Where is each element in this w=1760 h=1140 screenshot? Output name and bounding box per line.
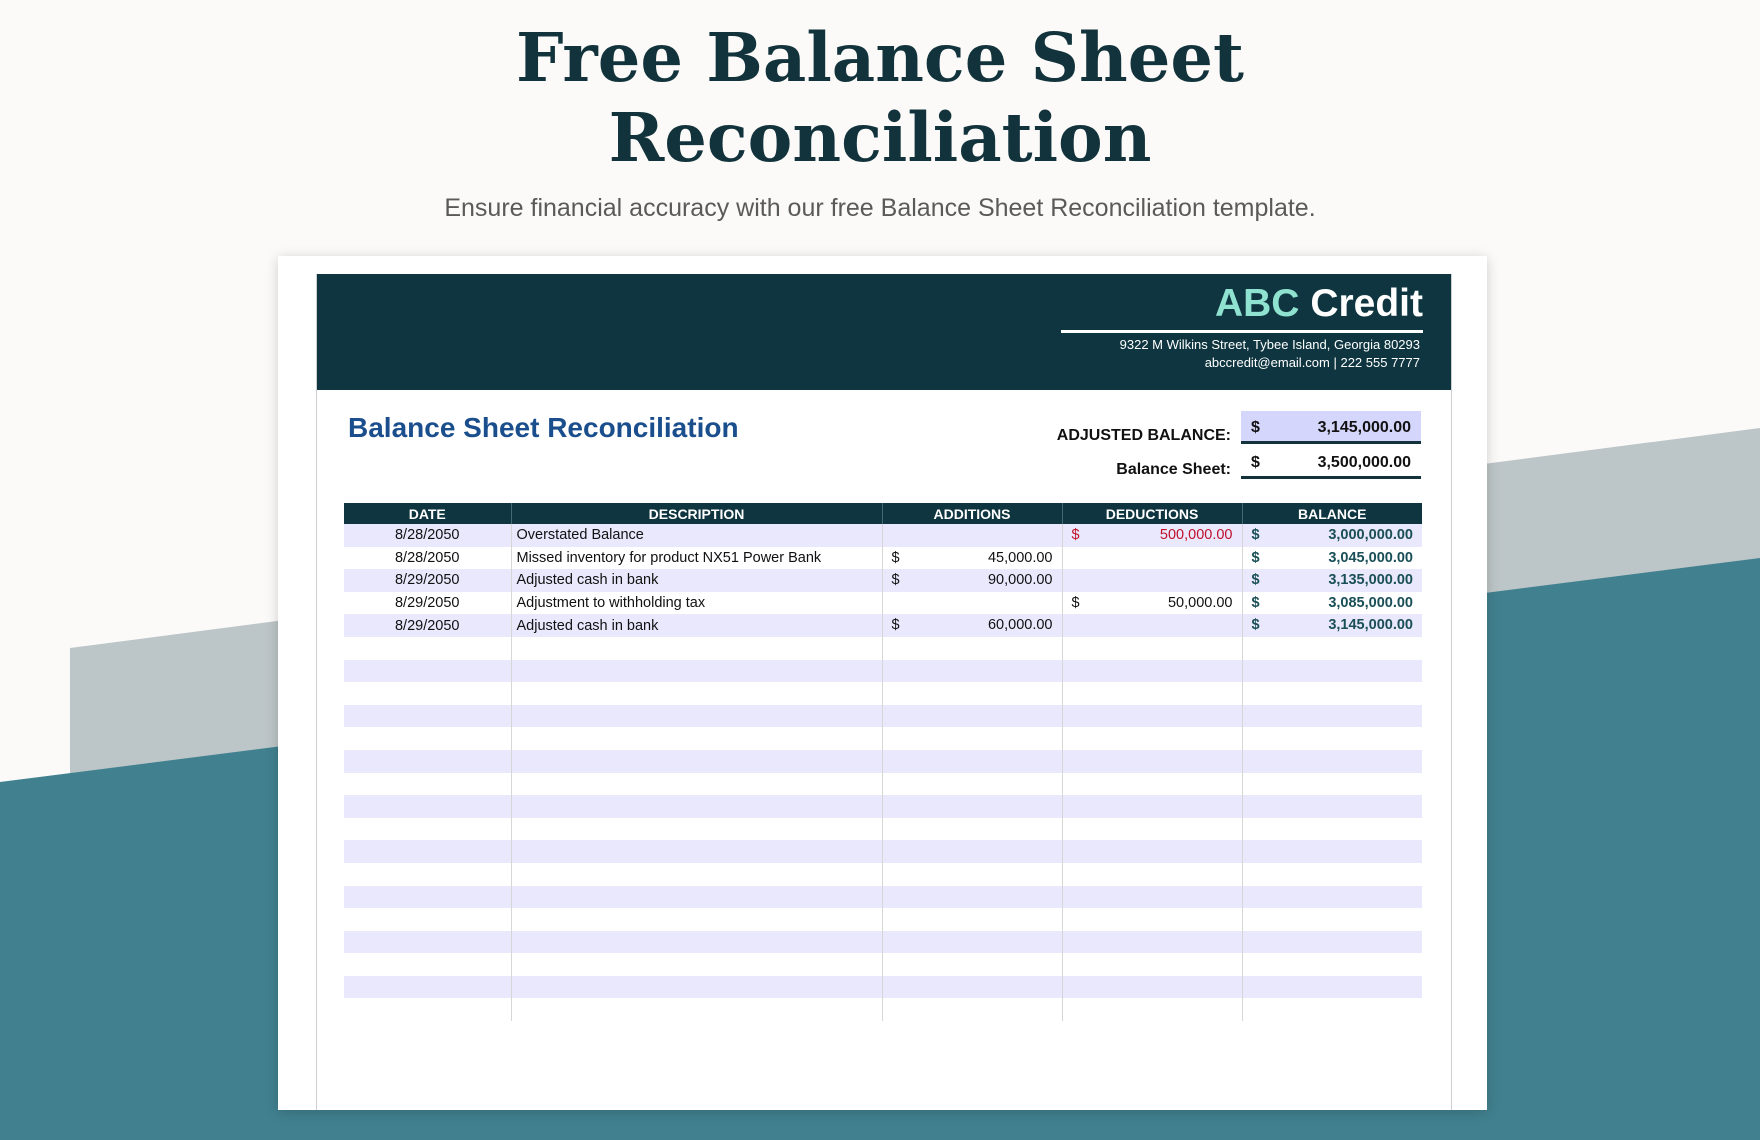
balance-sheet-label: Balance Sheet: <box>1116 461 1231 478</box>
addition-currency: $ <box>891 549 900 566</box>
cell-addition[interactable] <box>882 592 1062 615</box>
adjusted-balance-label: ADJUSTED BALANCE: <box>1056 427 1231 444</box>
cell-balance[interactable] <box>1242 614 1422 637</box>
cell-deduction[interactable] <box>1062 705 1242 728</box>
table-row <box>344 818 1422 841</box>
page-subtitle: Ensure financial accuracy with our free Balance Sheet Reconciliation template. <box>444 194 1316 222</box>
cell-description[interactable] <box>511 660 882 683</box>
cell-deduction[interactable] <box>1062 569 1242 592</box>
table-row <box>344 614 1422 637</box>
cell-addition[interactable] <box>882 660 1062 683</box>
table-row <box>344 886 1422 909</box>
cell-date[interactable] <box>344 908 511 931</box>
company-name <box>1215 282 1423 326</box>
cell-description[interactable] <box>511 953 882 976</box>
cell-balance[interactable] <box>1242 908 1422 931</box>
balance-currency: $ <box>1251 617 1260 634</box>
cell-date[interactable] <box>344 727 511 750</box>
cell-balance[interactable] <box>1242 773 1422 796</box>
cell-addition[interactable] <box>882 840 1062 863</box>
page-title-line-1: Free Balance Sheet <box>516 18 1244 97</box>
cell-deduction[interactable] <box>1062 773 1242 796</box>
balance-amount: 3,135,000.00 <box>1328 572 1413 589</box>
addition-amount: 90,000.00 <box>987 572 1053 589</box>
cell-balance[interactable] <box>1242 727 1422 750</box>
cell-date[interactable] <box>344 682 511 705</box>
table-row <box>344 524 1422 547</box>
cell-addition[interactable] <box>882 750 1062 773</box>
cell-addition[interactable] <box>882 795 1062 818</box>
addition-currency: $ <box>891 617 900 634</box>
cell-date[interactable] <box>344 773 511 796</box>
cell-balance[interactable] <box>1242 660 1422 683</box>
cell-description[interactable] <box>511 795 882 818</box>
table-row <box>344 547 1422 570</box>
cell-description[interactable] <box>511 863 882 886</box>
cell-balance[interactable] <box>1242 569 1422 592</box>
cell-balance[interactable] <box>1242 931 1422 954</box>
cell-addition[interactable] <box>882 863 1062 886</box>
cell-date[interactable]: 8/28/2050 <box>344 524 511 547</box>
cell-deduction[interactable] <box>1062 840 1242 863</box>
balance-sheet-currency: $ <box>1251 454 1260 471</box>
table-row <box>344 569 1422 592</box>
company-contact: abccredit@email.com | 222 555 7777 <box>1204 355 1420 370</box>
cell-addition[interactable] <box>882 614 1062 637</box>
table-body <box>344 524 1422 1021</box>
table-row <box>344 908 1422 931</box>
cell-description[interactable] <box>511 886 882 909</box>
cell-balance[interactable] <box>1242 524 1422 547</box>
cell-description[interactable] <box>511 840 882 863</box>
cell-description[interactable] <box>511 705 882 728</box>
cell-date[interactable] <box>344 818 511 841</box>
cell-addition[interactable] <box>882 524 1062 547</box>
balance-amount: 3,000,000.00 <box>1328 527 1413 543</box>
table-row <box>344 998 1422 1021</box>
cell-date[interactable]: 8/28/2050 <box>344 547 511 570</box>
cell-addition[interactable] <box>882 682 1062 705</box>
table-row <box>344 795 1422 818</box>
cell-addition[interactable] <box>882 931 1062 954</box>
cell-date[interactable] <box>344 998 511 1021</box>
cell-addition[interactable] <box>882 976 1062 999</box>
cell-balance[interactable] <box>1242 953 1422 976</box>
cell-deduction[interactable] <box>1062 637 1242 660</box>
cell-date[interactable]: 8/29/2050 <box>344 592 511 615</box>
cell-balance[interactable] <box>1242 750 1422 773</box>
cell-addition[interactable] <box>882 773 1062 796</box>
balance-amount: 3,085,000.00 <box>1328 594 1413 611</box>
cell-balance[interactable] <box>1242 886 1422 909</box>
cell-date[interactable]: 8/29/2050 <box>344 569 511 592</box>
cell-deduction[interactable] <box>1062 818 1242 841</box>
table-row <box>344 727 1422 750</box>
table-row <box>344 682 1422 705</box>
table-row <box>344 637 1422 660</box>
cell-date[interactable] <box>344 660 511 683</box>
column-header-deductions[interactable]: DEDUCTIONS <box>1062 503 1242 524</box>
cell-balance[interactable] <box>1242 795 1422 818</box>
cell-deduction[interactable] <box>1062 682 1242 705</box>
cell-balance[interactable] <box>1242 863 1422 886</box>
column-header-date[interactable]: DATE <box>344 503 511 524</box>
addition-amount: 45,000.00 <box>987 549 1053 566</box>
balance-sheet-value: 3,500,000.00 <box>1317 454 1411 471</box>
cell-deduction[interactable] <box>1062 998 1242 1021</box>
cell-balance[interactable] <box>1242 705 1422 728</box>
cell-addition[interactable] <box>882 705 1062 728</box>
table-row <box>344 773 1422 796</box>
cell-balance[interactable] <box>1242 818 1422 841</box>
cell-balance[interactable] <box>1242 976 1422 999</box>
cell-description[interactable]: Overstated Balance <box>511 524 882 547</box>
cell-date[interactable]: 8/29/2050 <box>344 614 511 637</box>
addition-currency: $ <box>891 572 900 589</box>
balance-currency: $ <box>1251 549 1260 566</box>
cell-addition[interactable] <box>882 727 1062 750</box>
table-header-row <box>344 503 1422 524</box>
cell-deduction[interactable] <box>1062 953 1242 976</box>
column-header-balance[interactable]: BALANCE <box>1242 503 1422 524</box>
cell-deduction[interactable] <box>1062 660 1242 683</box>
table-row <box>344 750 1422 773</box>
cell-description[interactable] <box>511 682 882 705</box>
balance-sheet-cell[interactable] <box>1241 446 1421 479</box>
cell-date[interactable] <box>344 637 511 660</box>
cell-deduction[interactable] <box>1062 795 1242 818</box>
cell-addition[interactable] <box>882 886 1062 909</box>
sheet-title: Balance Sheet Reconciliation <box>348 412 739 443</box>
page-title <box>0 18 1760 178</box>
table-row <box>344 863 1422 886</box>
cell-description[interactable] <box>511 750 882 773</box>
cell-addition[interactable] <box>882 569 1062 592</box>
deduction-amount: 500,000.00 <box>1159 527 1233 543</box>
company-name-part-2: Credit <box>1310 282 1423 325</box>
table-row <box>344 931 1422 954</box>
addition-amount: 60,000.00 <box>987 617 1053 634</box>
deduction-amount: 50,000.00 <box>1167 594 1233 611</box>
cell-description[interactable]: Adjusted cash in bank <box>511 614 882 637</box>
cell-date[interactable] <box>344 750 511 773</box>
column-header-additions[interactable]: ADDITIONS <box>882 503 1062 524</box>
cell-addition[interactable] <box>882 547 1062 570</box>
cell-balance[interactable] <box>1242 840 1422 863</box>
cell-addition[interactable] <box>882 998 1062 1021</box>
adjusted-balance-value: 3,145,000.00 <box>1317 419 1411 436</box>
balance-currency: $ <box>1251 527 1260 543</box>
cell-description[interactable] <box>511 727 882 750</box>
cell-date[interactable] <box>344 931 511 954</box>
company-name-underline <box>1061 330 1423 333</box>
cell-deduction[interactable] <box>1062 863 1242 886</box>
cell-deduction[interactable] <box>1062 727 1242 750</box>
template-preview-card <box>278 256 1487 1110</box>
cell-deduction[interactable] <box>1062 547 1242 570</box>
adjusted-balance-currency: $ <box>1251 419 1260 436</box>
balance-amount: 3,145,000.00 <box>1328 617 1413 634</box>
cell-deduction[interactable] <box>1062 886 1242 909</box>
cell-date[interactable] <box>344 863 511 886</box>
table-row <box>344 840 1422 863</box>
cell-addition[interactable] <box>882 908 1062 931</box>
cell-date[interactable] <box>344 705 511 728</box>
cell-balance[interactable] <box>1242 637 1422 660</box>
balance-currency: $ <box>1251 572 1260 589</box>
cell-description[interactable]: Adjusted cash in bank <box>511 569 882 592</box>
cell-deduction[interactable] <box>1062 592 1242 615</box>
adjusted-balance-cell[interactable] <box>1241 411 1421 444</box>
cell-description[interactable] <box>511 976 882 999</box>
cell-description[interactable] <box>511 818 882 841</box>
deduction-currency: $ <box>1071 594 1080 611</box>
cell-deduction[interactable] <box>1062 931 1242 954</box>
table-row <box>344 953 1422 976</box>
cell-balance[interactable] <box>1242 592 1422 615</box>
cell-deduction[interactable] <box>1062 524 1242 547</box>
company-address: 9322 M Wilkins Street, Tybee Island, Georgia 80293 <box>1119 337 1420 352</box>
spreadsheet-sheet <box>316 274 1452 1110</box>
cell-date[interactable] <box>344 976 511 999</box>
table-row <box>344 660 1422 683</box>
cell-deduction[interactable] <box>1062 750 1242 773</box>
table-row <box>344 976 1422 999</box>
reconciliation-table <box>344 503 1422 1021</box>
cell-deduction[interactable] <box>1062 614 1242 637</box>
cell-balance[interactable] <box>1242 998 1422 1021</box>
column-header-description[interactable]: DESCRIPTION <box>511 503 882 524</box>
company-name-part-1: ABC <box>1214 282 1300 325</box>
cell-date[interactable] <box>344 795 511 818</box>
cell-balance[interactable] <box>1242 547 1422 570</box>
balance-currency: $ <box>1251 594 1260 611</box>
cell-description[interactable] <box>511 908 882 931</box>
cell-deduction[interactable] <box>1062 908 1242 931</box>
cell-balance[interactable] <box>1242 682 1422 705</box>
cell-date[interactable] <box>344 840 511 863</box>
cell-addition[interactable] <box>882 637 1062 660</box>
cell-date[interactable] <box>344 953 511 976</box>
cell-description[interactable]: Adjustment to withholding tax <box>511 592 882 615</box>
cell-addition[interactable] <box>882 953 1062 976</box>
cell-description[interactable] <box>511 931 882 954</box>
cell-description[interactable] <box>511 773 882 796</box>
table-row <box>344 705 1422 728</box>
balance-amount: 3,045,000.00 <box>1328 549 1413 566</box>
company-header <box>317 274 1451 390</box>
deduction-currency: $ <box>1071 527 1080 543</box>
cell-description[interactable] <box>511 637 882 660</box>
cell-description[interactable]: Missed inventory for product NX51 Power Bank <box>511 547 882 570</box>
cell-description[interactable] <box>511 998 882 1021</box>
cell-date[interactable] <box>344 886 511 909</box>
table-row <box>344 592 1422 615</box>
cell-addition[interactable] <box>882 818 1062 841</box>
page-title-line-2: Reconciliation <box>608 98 1152 177</box>
cell-deduction[interactable] <box>1062 976 1242 999</box>
